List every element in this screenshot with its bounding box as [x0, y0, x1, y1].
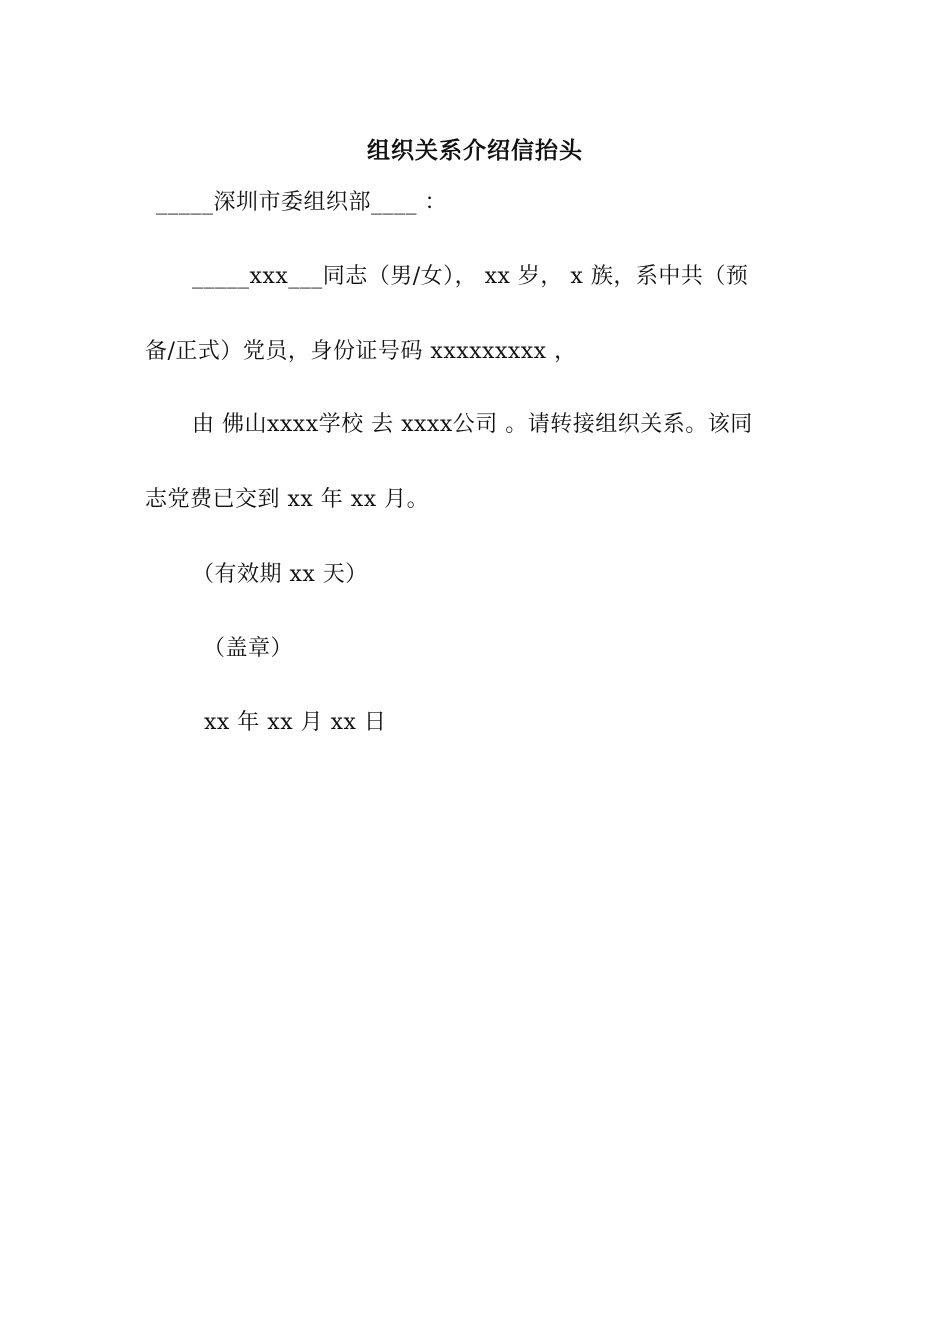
document-title: 组织关系介绍信抬头 [367, 137, 583, 164]
seal-note: （盖章） [203, 636, 294, 661]
validity-note: （有效期 xx 天） [192, 562, 368, 587]
addressee-line: _____深圳市委组织部____ ： [156, 190, 447, 215]
date-line: xx 年 xx 月 xx 日 [204, 710, 387, 735]
paragraph-1-line-1: _____xxx___同志（男/女）， xx 岁， x 族，系中共（预 [192, 264, 749, 289]
paragraph-2-line-2: 志党费已交到 xx 年 xx 月。 [145, 487, 430, 512]
paragraph-2-line-1: 由 佛山xxxx学校 去 xxxx公司 。请转接组织关系。该同 [192, 412, 753, 437]
paragraph-1-line-2: 备/正式）党员，身份证号码 xxxxxxxxx ， [145, 339, 577, 364]
